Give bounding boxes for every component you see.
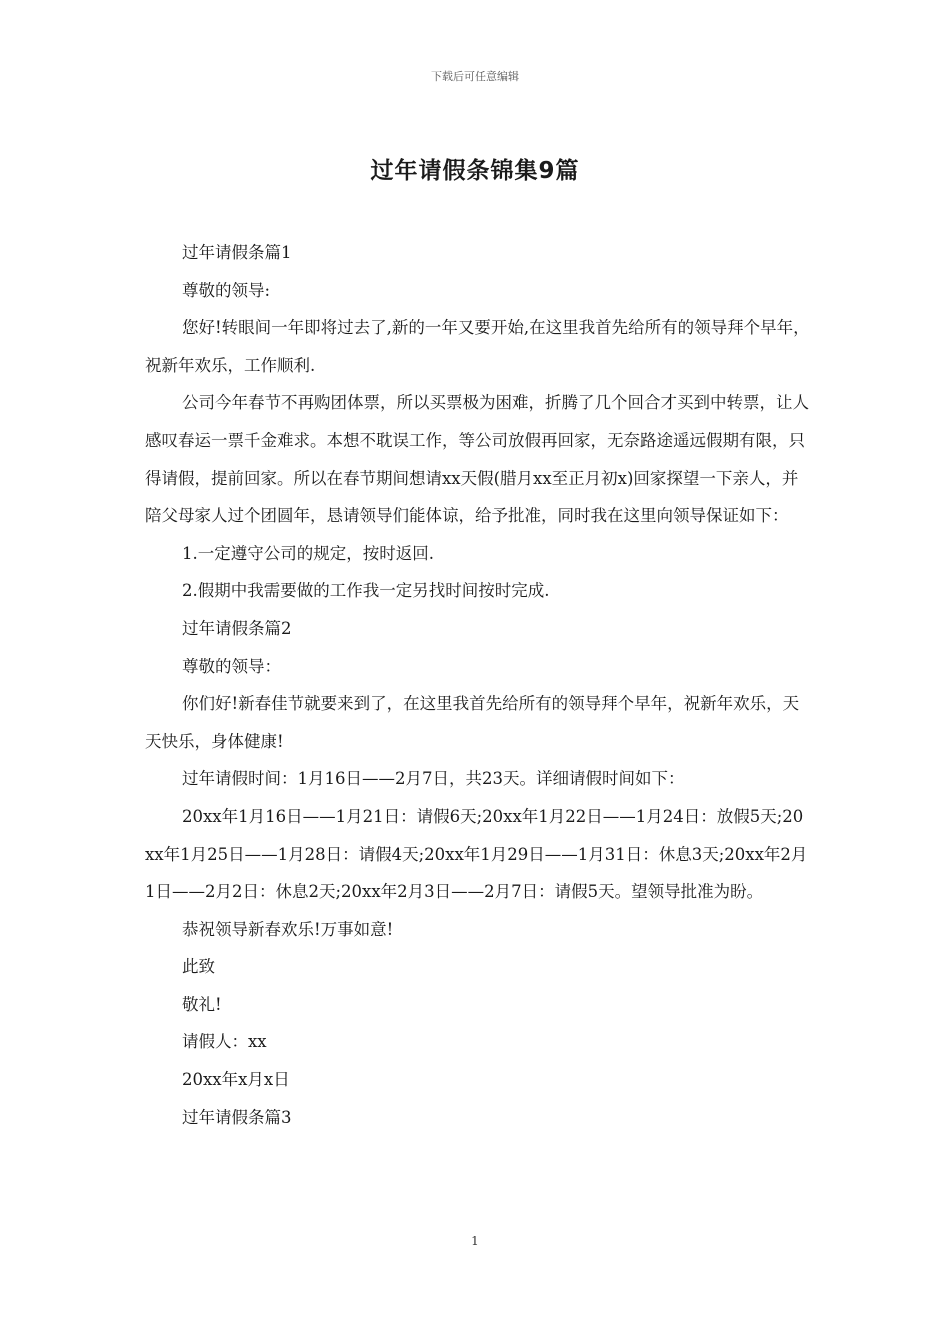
section-heading: 过年请假条篇1 bbox=[182, 243, 292, 262]
body-paragraph: 公司今年春节不再购团体票，所以买票极为困难，折腾了几个回合才买到中转票，让人感叹春运一票千金难求。本想不耽误工作，等公司放假再回家，无奈路途遥远假期有限，只得请假，提前回家。所以在春节期间想请xx天假(腊月xx至正月初x)回家探望一下亲人，并陪父母家人过个团圆年，恳请领导们能体谅，给予批准，同时我在这里向领导保证如下： bbox=[145, 393, 809, 526]
list-item: 1.一定遵守公司的规定，按时返回. bbox=[182, 543, 434, 563]
section-heading: 过年请假条篇2 bbox=[182, 618, 292, 638]
page-number: 1 bbox=[471, 1234, 479, 1248]
body-paragraph: 恭祝领导新春欢乐!万事如意! bbox=[182, 919, 394, 939]
document-title: 过年请假条锦集9篇 bbox=[370, 158, 580, 184]
signature-line: 请假人：xx bbox=[182, 1032, 267, 1052]
section-heading: 过年请假条篇3 bbox=[182, 1107, 292, 1127]
body-paragraph: 过年请假时间：1月16日——2月7日，共23天。详细请假时间如下： bbox=[182, 769, 685, 789]
list-item: 2.假期中我需要做的工作我一定另找时间按时完成. bbox=[182, 581, 550, 601]
body-paragraph: 20xx年1月16日——1月21日：请假6天;20xx年1月22日——1月24日：放假5天;20xx年1月25日——1月28日：请假4天;20xx年1月29日——1月31日：休息3天;20xx年2月1日——2月2日：休息2天;20xx年2月3日——2月7日：请假5天。望领导批准为盼。 bbox=[145, 806, 808, 902]
header-note: 下载后可任意编辑 bbox=[431, 70, 519, 83]
closing-line: 敬礼! bbox=[182, 994, 222, 1014]
body-paragraph: 你们好!新春佳节就要来到了，在这里我首先给所有的领导拜个早年，祝新年欢乐，天天快乐，身体健康! bbox=[145, 694, 800, 751]
salutation: 尊敬的领导: bbox=[182, 280, 271, 300]
date-line: 20xx年x月x日 bbox=[182, 1070, 290, 1090]
body-paragraph: 您好!转眼间一年即将过去了,新的一年又要开始,在这里我首先给所有的领导拜个早年，祝新年欢乐，工作顺利. bbox=[145, 318, 810, 375]
document-body bbox=[145, 234, 810, 1136]
salutation: 尊敬的领导： bbox=[182, 656, 281, 676]
closing-line: 此致 bbox=[182, 957, 215, 977]
